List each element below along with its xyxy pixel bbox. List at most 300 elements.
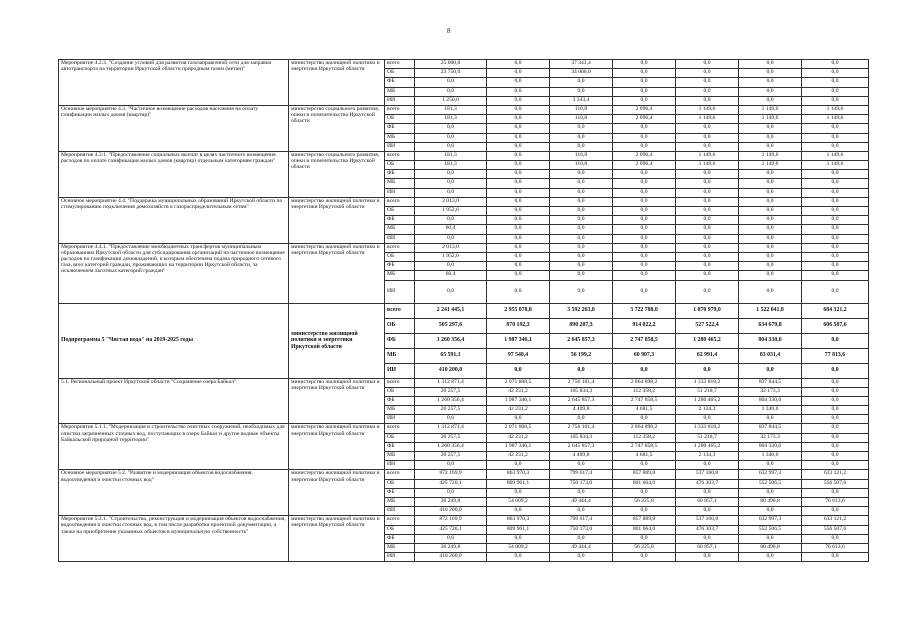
- amount-cell: 1 987 346,1: [487, 333, 550, 348]
- amount-cell: 2 645 857,3: [550, 442, 613, 451]
- amount-cell: 2 756 101,4: [550, 424, 613, 433]
- amount-cell: 0,0: [613, 271, 676, 280]
- measure-description: Основное мероприятие 4.3. "Частичное возмещение расходов населения на оплату газификации жилых домов (квартир)": [59, 105, 289, 151]
- amount-cell: 0,0: [487, 161, 550, 170]
- table-row: [59, 243, 869, 252]
- responsible-executor: министерство социального развития, опеки и попечительства Иркутской области: [289, 151, 385, 197]
- amount-cell: 2 096,4: [613, 105, 676, 114]
- amount-cell: 0,0: [739, 179, 802, 188]
- amount-cell: 0,0: [613, 534, 676, 543]
- amount-cell: 0,0: [739, 252, 802, 261]
- amount-cell: 0,0: [802, 452, 869, 461]
- budget-table-body: [59, 60, 869, 562]
- amount-cell: 1 260 356,4: [415, 396, 487, 405]
- funding-source: ФБ: [385, 170, 415, 179]
- amount-cell: 25 000,0: [415, 60, 487, 69]
- funding-source: всего: [385, 378, 415, 387]
- amount-cell: 0,0: [739, 69, 802, 78]
- amount-cell: 0,0: [802, 507, 869, 516]
- amount-cell: 0,0: [802, 188, 869, 197]
- funding-source: ОБ: [385, 318, 415, 333]
- amount-cell: 0,0: [739, 96, 802, 105]
- amount-cell: 0,0: [613, 96, 676, 105]
- amount-cell: 552 506,5: [739, 525, 802, 534]
- amount-cell: 0,0: [802, 271, 869, 280]
- amount-cell: 4 681,5: [613, 452, 676, 461]
- amount-cell: 0,0: [802, 252, 869, 261]
- amount-cell: 0,0: [613, 133, 676, 142]
- amount-cell: 0,0: [550, 197, 613, 206]
- amount-cell: 2 747 858,5: [613, 333, 676, 348]
- amount-cell: 51 218,7: [676, 433, 739, 442]
- amount-cell: 837 844,5: [739, 378, 802, 387]
- amount-cell: 0,0: [487, 124, 550, 133]
- amount-cell: 0,0: [802, 179, 869, 188]
- amount-cell: 0,0: [802, 406, 869, 415]
- amount-cell: 750 173,0: [550, 479, 613, 488]
- amount-cell: 0,0: [676, 461, 739, 470]
- amount-cell: 1 312 871,4: [415, 424, 487, 433]
- table-row: [59, 424, 869, 433]
- amount-cell: 83 031,4: [739, 348, 802, 363]
- amount-cell: 0,0: [676, 234, 739, 243]
- amount-cell: 0,0: [613, 461, 676, 470]
- amount-cell: 0,0: [676, 197, 739, 206]
- amount-cell: 1 870 979,0: [676, 303, 739, 318]
- funding-source: ФБ: [385, 488, 415, 497]
- amount-cell: 60 907,3: [613, 348, 676, 363]
- amount-cell: 42 231,2: [487, 406, 550, 415]
- amount-cell: 0,0: [613, 197, 676, 206]
- amount-cell: 0,0: [487, 151, 550, 160]
- amount-cell: 0,0: [415, 179, 487, 188]
- amount-cell: 2 864 898,2: [613, 424, 676, 433]
- amount-cell: 0,0: [550, 280, 613, 303]
- amount-cell: 60 857,1: [676, 543, 739, 552]
- amount-cell: 804 330,6: [739, 333, 802, 348]
- amount-cell: 2 013,0: [415, 243, 487, 252]
- amount-cell: 3 722 788,0: [613, 303, 676, 318]
- amount-cell: 0,0: [676, 179, 739, 188]
- amount-cell: 110,8: [550, 161, 613, 170]
- amount-cell: 0,0: [550, 262, 613, 271]
- measure-description: Мероприятие 4.3.1. "Предоставление социальных выплат в целях частичного возмещения расходов по оплате газификации жилых домов (квартир) отдельным категориям граждан": [59, 151, 289, 197]
- amount-cell: 0,0: [613, 170, 676, 179]
- amount-cell: 0,0: [802, 96, 869, 105]
- amount-cell: 0,0: [415, 488, 487, 497]
- amount-cell: 410 200,0: [415, 507, 487, 516]
- amount-cell: 26 257,5: [415, 433, 487, 442]
- amount-cell: 42 231,2: [487, 452, 550, 461]
- responsible-executor: министерство жилищной политики и энергетики Иркутской области: [289, 243, 385, 303]
- amount-cell: 0,0: [487, 69, 550, 78]
- amount-cell: 26 257,5: [415, 387, 487, 396]
- amount-cell: 2 096,4: [613, 151, 676, 160]
- amount-cell: 0,0: [550, 461, 613, 470]
- amount-cell: 3 343,4: [550, 96, 613, 105]
- amount-cell: 1 340,6: [739, 406, 802, 415]
- amount-cell: 476 303,7: [676, 479, 739, 488]
- amount-cell: 801 664,0: [613, 479, 676, 488]
- amount-cell: 750 173,0: [550, 525, 613, 534]
- amount-cell: 799 617,4: [550, 516, 613, 525]
- page-number: 8: [447, 27, 451, 35]
- amount-cell: 633 121,2: [802, 470, 869, 479]
- amount-cell: 0,0: [613, 60, 676, 69]
- amount-cell: 0,0: [487, 115, 550, 124]
- amount-cell: 0,0: [676, 78, 739, 87]
- amount-cell: 0,0: [739, 280, 802, 303]
- funding-source: ФБ: [385, 262, 415, 271]
- amount-cell: 0,0: [739, 262, 802, 271]
- amount-cell: 62 991,4: [676, 348, 739, 363]
- amount-cell: 0,0: [802, 87, 869, 96]
- amount-cell: 2 134,3: [676, 406, 739, 415]
- amount-cell: 0,0: [802, 280, 869, 303]
- amount-cell: 1 333 818,2: [676, 378, 739, 387]
- amount-cell: 0,0: [802, 363, 869, 378]
- amount-cell: 801 664,0: [613, 525, 676, 534]
- amount-cell: 97 540,4: [487, 348, 550, 363]
- amount-cell: 1 149,6: [739, 115, 802, 124]
- funding-source: ОБ: [385, 387, 415, 396]
- amount-cell: 0,0: [487, 96, 550, 105]
- amount-cell: 0,0: [802, 415, 869, 424]
- table-row: [59, 378, 869, 387]
- amount-cell: 0,0: [415, 87, 487, 96]
- amount-cell: 0,0: [613, 216, 676, 225]
- amount-cell: 49 444,4: [550, 543, 613, 552]
- measure-description: Подпрограмма 5 "Чистая вода" на 2019-2025 годы: [59, 303, 289, 378]
- amount-cell: 1 149,6: [676, 105, 739, 114]
- funding-source: всего: [385, 60, 415, 69]
- amount-cell: 110,8: [550, 105, 613, 114]
- funding-source: ИИ: [385, 96, 415, 105]
- amount-cell: 0,0: [487, 507, 550, 516]
- amount-cell: 0,0: [613, 280, 676, 303]
- amount-cell: 476 303,7: [676, 525, 739, 534]
- amount-cell: 0,0: [487, 461, 550, 470]
- amount-cell: 0,0: [739, 87, 802, 96]
- amount-cell: 0,0: [487, 225, 550, 234]
- amount-cell: 0,0: [487, 243, 550, 252]
- amount-cell: 1 250,0: [415, 96, 487, 105]
- table-row: [59, 197, 869, 206]
- amount-cell: 632 997,3: [739, 516, 802, 525]
- amount-cell: 0,0: [487, 280, 550, 303]
- amount-cell: 0,0: [739, 78, 802, 87]
- amount-cell: 0,0: [739, 60, 802, 69]
- amount-cell: 0,0: [487, 252, 550, 261]
- responsible-executor: министерство социального развития, опеки и попечительства Иркутской области: [289, 105, 385, 151]
- amount-cell: 0,0: [487, 534, 550, 543]
- amount-cell: 34 000,0: [550, 69, 613, 78]
- amount-cell: 65 591,1: [415, 348, 487, 363]
- amount-cell: 4 409,8: [550, 452, 613, 461]
- amount-cell: 0,0: [739, 124, 802, 133]
- amount-cell: 0,0: [550, 170, 613, 179]
- amount-cell: 0,0: [802, 262, 869, 271]
- amount-cell: 105 834,3: [550, 387, 613, 396]
- amount-cell: 0,0: [739, 507, 802, 516]
- table-row: [59, 151, 869, 160]
- measure-description: Мероприятие 4.2.3. "Создание условий для развития газозаправочной сети для заправки автотранспорта на территории Иркутской области природным газом (метан)": [59, 60, 289, 106]
- amount-cell: 0,0: [802, 534, 869, 543]
- amount-cell: 0,0: [415, 280, 487, 303]
- amount-cell: 0,0: [802, 378, 869, 387]
- amount-cell: 0,0: [550, 507, 613, 516]
- amount-cell: 0,0: [739, 363, 802, 378]
- funding-source: всего: [385, 105, 415, 114]
- amount-cell: 0,0: [802, 234, 869, 243]
- amount-cell: 0,0: [550, 78, 613, 87]
- amount-cell: 181,3: [415, 151, 487, 160]
- table-row: [59, 105, 869, 114]
- amount-cell: 181,3: [415, 105, 487, 114]
- measure-description: Мероприятие 4.4.1. "Предоставление межбюджетных трансфертов муниципальным образованиям Иркутской области для субсидирования организаций на частичное возмещение расходов по газификации домовладений, к которым обеспечена подача природного сетевого газа, всех категорий граждан, проживающих на территории Иркутской области, за исключением льготных категорий граждан": [59, 243, 289, 303]
- amount-cell: 0,0: [676, 507, 739, 516]
- amount-cell: 54 009,2: [487, 543, 550, 552]
- amount-cell: 2 013,0: [415, 197, 487, 206]
- responsible-executor: министерство жилищной политики и энергетики Иркутской области: [289, 197, 385, 243]
- amount-cell: 0,0: [613, 124, 676, 133]
- amount-cell: 2 134,3: [676, 452, 739, 461]
- amount-cell: 0,0: [676, 243, 739, 252]
- amount-cell: 425 720,1: [415, 479, 487, 488]
- amount-cell: 0,0: [415, 170, 487, 179]
- amount-cell: 1 149,6: [739, 161, 802, 170]
- amount-cell: 0,0: [550, 225, 613, 234]
- amount-cell: 0,0: [487, 105, 550, 114]
- amount-cell: 0,0: [676, 262, 739, 271]
- amount-cell: 0,0: [676, 534, 739, 543]
- amount-cell: 56 225,8: [613, 543, 676, 552]
- amount-cell: 0,0: [550, 271, 613, 280]
- amount-cell: 0,0: [739, 142, 802, 151]
- amount-cell: 0,0: [487, 234, 550, 243]
- amount-cell: 1 149,6: [802, 105, 869, 114]
- amount-cell: 3 592 263,8: [550, 303, 613, 318]
- funding-source: всего: [385, 197, 415, 206]
- amount-cell: 51 218,7: [676, 387, 739, 396]
- amount-cell: 110,8: [550, 115, 613, 124]
- amount-cell: 410 200,0: [415, 553, 487, 562]
- amount-cell: 0,0: [487, 133, 550, 142]
- amount-cell: 0,0: [739, 243, 802, 252]
- amount-cell: 0,0: [487, 197, 550, 206]
- amount-cell: 2 096,4: [613, 161, 676, 170]
- amount-cell: 0,0: [613, 207, 676, 216]
- amount-cell: 1 522 041,8: [739, 303, 802, 318]
- responsible-executor: министерство жилищной политики и энергетики Иркутской области: [289, 470, 385, 516]
- amount-cell: 32 173,3: [739, 387, 802, 396]
- amount-cell: 0,0: [550, 142, 613, 151]
- amount-cell: 606 507,6: [802, 318, 869, 333]
- amount-cell: 857 889,8: [613, 470, 676, 479]
- amount-cell: 0,0: [550, 252, 613, 261]
- amount-cell: 23 750,0: [415, 69, 487, 78]
- amount-cell: 1 333 818,2: [676, 424, 739, 433]
- funding-source: ФБ: [385, 78, 415, 87]
- amount-cell: 0,0: [802, 207, 869, 216]
- amount-cell: 0,0: [802, 243, 869, 252]
- amount-cell: 837 844,5: [739, 424, 802, 433]
- amount-cell: 37 343,4: [550, 60, 613, 69]
- amount-cell: 1 280 465,2: [676, 333, 739, 348]
- amount-cell: 0,0: [676, 142, 739, 151]
- amount-cell: 0,0: [550, 534, 613, 543]
- amount-cell: 26 257,5: [415, 406, 487, 415]
- amount-cell: 0,0: [487, 262, 550, 271]
- funding-source: МБ: [385, 348, 415, 363]
- measure-description: Мероприятие 5.2.1. "Строительство, реконструкция и модернизация объектов водоснабжения, водоотведения и очистки сточных вод, в том числе разработка проектной документации, а также на приобретение указанных объектов в муниципальную собственность": [59, 516, 289, 562]
- amount-cell: 0,0: [613, 78, 676, 87]
- amount-cell: 0,0: [676, 415, 739, 424]
- amount-cell: 0,0: [613, 225, 676, 234]
- funding-source: ИИ: [385, 188, 415, 197]
- amount-cell: 0,0: [550, 124, 613, 133]
- amount-cell: 2 645 857,3: [550, 396, 613, 405]
- amount-cell: 890 207,3: [550, 318, 613, 333]
- amount-cell: 0,0: [550, 188, 613, 197]
- responsible-executor: министерство жилищной политики и энергетики Иркутской области: [289, 424, 385, 470]
- amount-cell: 1 280 465,2: [676, 442, 739, 451]
- amount-cell: 112 358,2: [613, 387, 676, 396]
- amount-cell: 0,0: [802, 333, 869, 348]
- funding-source: ОБ: [385, 252, 415, 261]
- amount-cell: 76 613,6: [802, 543, 869, 552]
- funding-source: ФБ: [385, 216, 415, 225]
- amount-cell: 1 312 871,4: [415, 378, 487, 387]
- measure-description: Основное мероприятие 4.4. "Поддержка муниципальных образований Иркутской области по стимулированию подключения домохозяйств к газораспределительным сетям": [59, 197, 289, 243]
- amount-cell: 4 681,5: [613, 406, 676, 415]
- amount-cell: 410 200,0: [415, 363, 487, 378]
- amount-cell: 32 173,3: [739, 433, 802, 442]
- amount-cell: 1 260 356,4: [415, 333, 487, 348]
- funding-source: всего: [385, 516, 415, 525]
- amount-cell: 0,0: [613, 87, 676, 96]
- amount-cell: 1 149,6: [802, 151, 869, 160]
- amount-cell: 0,0: [802, 424, 869, 433]
- amount-cell: 0,0: [487, 216, 550, 225]
- amount-cell: 0,0: [487, 363, 550, 378]
- amount-cell: 1 987 346,1: [487, 396, 550, 405]
- amount-cell: 56 199,2: [550, 348, 613, 363]
- measure-description: Мероприятие 5.1.1. "Модернизация и строительство очистных сооружений, необходимых для очистки загрязненных сточных вод, поступающих в озеро Байкал и другие водные объекты Байкальской природной территории": [59, 424, 289, 470]
- amount-cell: 0,0: [739, 488, 802, 497]
- amount-cell: 870 192,3: [487, 318, 550, 333]
- amount-cell: 0,0: [613, 415, 676, 424]
- amount-cell: 0,0: [415, 133, 487, 142]
- amount-cell: 0,0: [487, 188, 550, 197]
- funding-source: ИИ: [385, 507, 415, 516]
- amount-cell: 0,0: [550, 488, 613, 497]
- amount-cell: 2 756 101,4: [550, 378, 613, 387]
- amount-cell: 1 149,6: [739, 105, 802, 114]
- amount-cell: 0,0: [802, 170, 869, 179]
- amount-cell: 804 330,6: [739, 442, 802, 451]
- funding-source: всего: [385, 151, 415, 160]
- amount-cell: 0,0: [676, 96, 739, 105]
- amount-cell: 0,0: [487, 488, 550, 497]
- amount-cell: 857 889,8: [613, 516, 676, 525]
- amount-cell: 0,0: [487, 78, 550, 87]
- amount-cell: 0,0: [676, 87, 739, 96]
- amount-cell: 0,0: [676, 488, 739, 497]
- amount-cell: 0,0: [487, 87, 550, 96]
- funding-source: МБ: [385, 133, 415, 142]
- amount-cell: 76 613,6: [802, 497, 869, 506]
- amount-cell: 110,8: [550, 151, 613, 160]
- amount-cell: 0,0: [676, 188, 739, 197]
- amount-cell: 0,0: [802, 225, 869, 234]
- funding-source: ОБ: [385, 115, 415, 124]
- table-row: [59, 516, 869, 525]
- amount-cell: 0,0: [613, 142, 676, 151]
- funding-source: ОБ: [385, 433, 415, 442]
- amount-cell: 1 149,6: [676, 161, 739, 170]
- amount-cell: 60 857,1: [676, 497, 739, 506]
- amount-cell: 0,0: [676, 69, 739, 78]
- amount-cell: 0,0: [487, 207, 550, 216]
- amount-cell: 0,0: [487, 179, 550, 188]
- amount-cell: 0,0: [676, 271, 739, 280]
- amount-cell: 0,0: [739, 170, 802, 179]
- amount-cell: 0,0: [550, 87, 613, 96]
- amount-cell: 0,0: [613, 507, 676, 516]
- amount-cell: 0,0: [802, 197, 869, 206]
- amount-cell: 2 241 445,1: [415, 303, 487, 318]
- funding-source: ОБ: [385, 479, 415, 488]
- amount-cell: 863 970,3: [487, 516, 550, 525]
- amount-cell: 0,0: [802, 142, 869, 151]
- funding-source: ФБ: [385, 333, 415, 348]
- amount-cell: 0,0: [613, 252, 676, 261]
- amount-cell: 0,0: [415, 461, 487, 470]
- measure-description: 5.1. Региональный проект Иркутской области "Сохранение озера Байкал": [59, 378, 289, 424]
- amount-cell: 80 490,8: [739, 543, 802, 552]
- amount-cell: 0,0: [676, 553, 739, 562]
- funding-source: МБ: [385, 406, 415, 415]
- amount-cell: 0,0: [676, 207, 739, 216]
- amount-cell: 0,0: [802, 69, 869, 78]
- funding-source: всего: [385, 303, 415, 318]
- amount-cell: 0,0: [739, 197, 802, 206]
- amount-cell: 527 522,4: [676, 318, 739, 333]
- amount-cell: 0,0: [802, 396, 869, 405]
- amount-cell: 1 952,6: [415, 252, 487, 261]
- amount-cell: 0,0: [613, 188, 676, 197]
- funding-source: ИИ: [385, 363, 415, 378]
- amount-cell: 0,0: [802, 124, 869, 133]
- funding-source: МБ: [385, 497, 415, 506]
- amount-cell: 60,4: [415, 271, 487, 280]
- amount-cell: 0,0: [676, 60, 739, 69]
- amount-cell: 0,0: [613, 262, 676, 271]
- amount-cell: 0,0: [676, 363, 739, 378]
- amount-cell: 0,0: [802, 78, 869, 87]
- amount-cell: 2 864 898,2: [613, 378, 676, 387]
- amount-cell: 0,0: [550, 133, 613, 142]
- amount-cell: 0,0: [676, 252, 739, 261]
- amount-cell: 0,0: [613, 234, 676, 243]
- amount-cell: 56 225,8: [613, 497, 676, 506]
- amount-cell: 0,0: [487, 271, 550, 280]
- amount-cell: 0,0: [739, 207, 802, 216]
- amount-cell: 684 321,2: [802, 303, 869, 318]
- funding-source: ИИ: [385, 234, 415, 243]
- amount-cell: 0,0: [487, 415, 550, 424]
